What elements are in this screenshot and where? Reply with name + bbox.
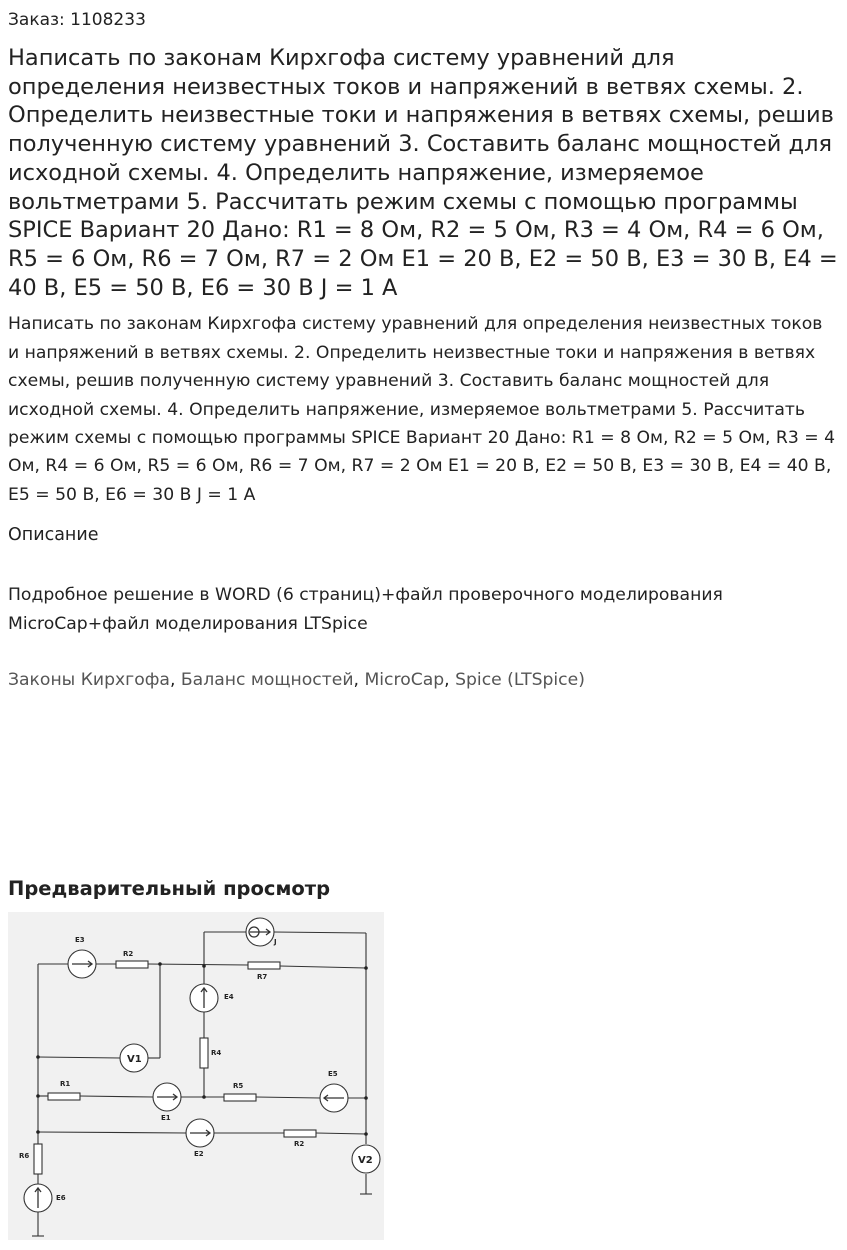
label-r5: R5 (233, 1082, 244, 1090)
page-title: Написать по законам Кирхгофа систему уравнений для определения неизвестных токов и напряжений в ветвях схемы. 2. Определить неизвестные токи и напряжения в ветвях схемы, решив полученную систему уравнений 3. Составить баланс мощностей для исходной схемы. 4. Определить напряжение, измеряемое вольтметрами 5. Рассчитать режим схемы с помощью программы SPICE Вариант 20 Дано: R1 = 8 Ом, R2 = 5 Ом, R3 = 4 Ом, R4 = 6 Ом, R5 = 6 Ом, R6 = 7 Ом, R7 = 2 Ом E1 = 20 В, E2 = 50 В, E3 = 30 В, E4 = 40 В, E5 = 50 В, E6 = 30 В J = 1 А (8, 45, 838, 301)
label-r7: R7 (257, 973, 268, 981)
label-r4: R4 (211, 1049, 222, 1057)
tag-separator: , (444, 669, 450, 690)
tag-separator: , (169, 669, 176, 690)
label-v2: V2 (358, 1155, 373, 1166)
page-content (8, 0, 838, 692)
tag-link[interactable]: Баланс мощностей (180, 669, 354, 690)
tag-link[interactable]: Spice (LTSpice) (455, 669, 585, 690)
label-r2-bottom: R2 (294, 1140, 305, 1148)
label-r1: R1 (60, 1080, 71, 1088)
tag-separator: , (353, 669, 359, 690)
label-e2: E2 (194, 1150, 204, 1158)
label-r6: R6 (19, 1152, 30, 1160)
tag-list (8, 668, 838, 692)
tag-link[interactable]: Законы Кирхгофа (8, 669, 170, 690)
description-text: Подробное решение в WORD (6 страниц)+файл проверочного моделирования MicroCap+файл моделирования LTSpice (8, 585, 723, 634)
label-v1: V1 (127, 1054, 142, 1065)
task-text: Написать по законам Кирхгофа систему уравнений для определения неизвестных токов и напряжений в ветвях схемы. 2. Определить неизвестные токи и напряжения в ветвях схемы, решив полученную систему уравнений 3. Составить баланс мощностей для исходной схемы. 4. Определить напряжение, измеряемое вольтметрами 5. Рассчитать режим схемы с помощью программы SPICE Вариант 20 Дано: R1 = 8 Ом, R2 = 5 Ом, R3 = 4 Ом, R4 = 6 Ом, R5 = 6 Ом, R6 = 7 Ом, R7 = 2 Ом E1 = 20 В, E2 = 50 В, E3 = 30 В, E4 = 40 В, E5 = 50 В, E6 = 30 В J = 1 А (8, 314, 836, 505)
preview-image[interactable] (8, 912, 384, 1240)
description-heading: Описание (8, 525, 99, 546)
label-e3: E3 (75, 936, 85, 944)
order-number: Заказ: 1108233 (8, 10, 146, 30)
label-r2-top: R2 (123, 950, 134, 958)
label-j: J (274, 938, 277, 946)
label-e1: E1 (161, 1114, 171, 1122)
preview-heading: Предварительный просмотр (8, 877, 331, 900)
circuit-diagram (8, 912, 384, 1240)
label-e5: E5 (328, 1070, 338, 1078)
label-e4: E4 (224, 993, 234, 1001)
tag-link[interactable]: MicroCap (364, 669, 445, 690)
label-e6: E6 (56, 1194, 66, 1202)
